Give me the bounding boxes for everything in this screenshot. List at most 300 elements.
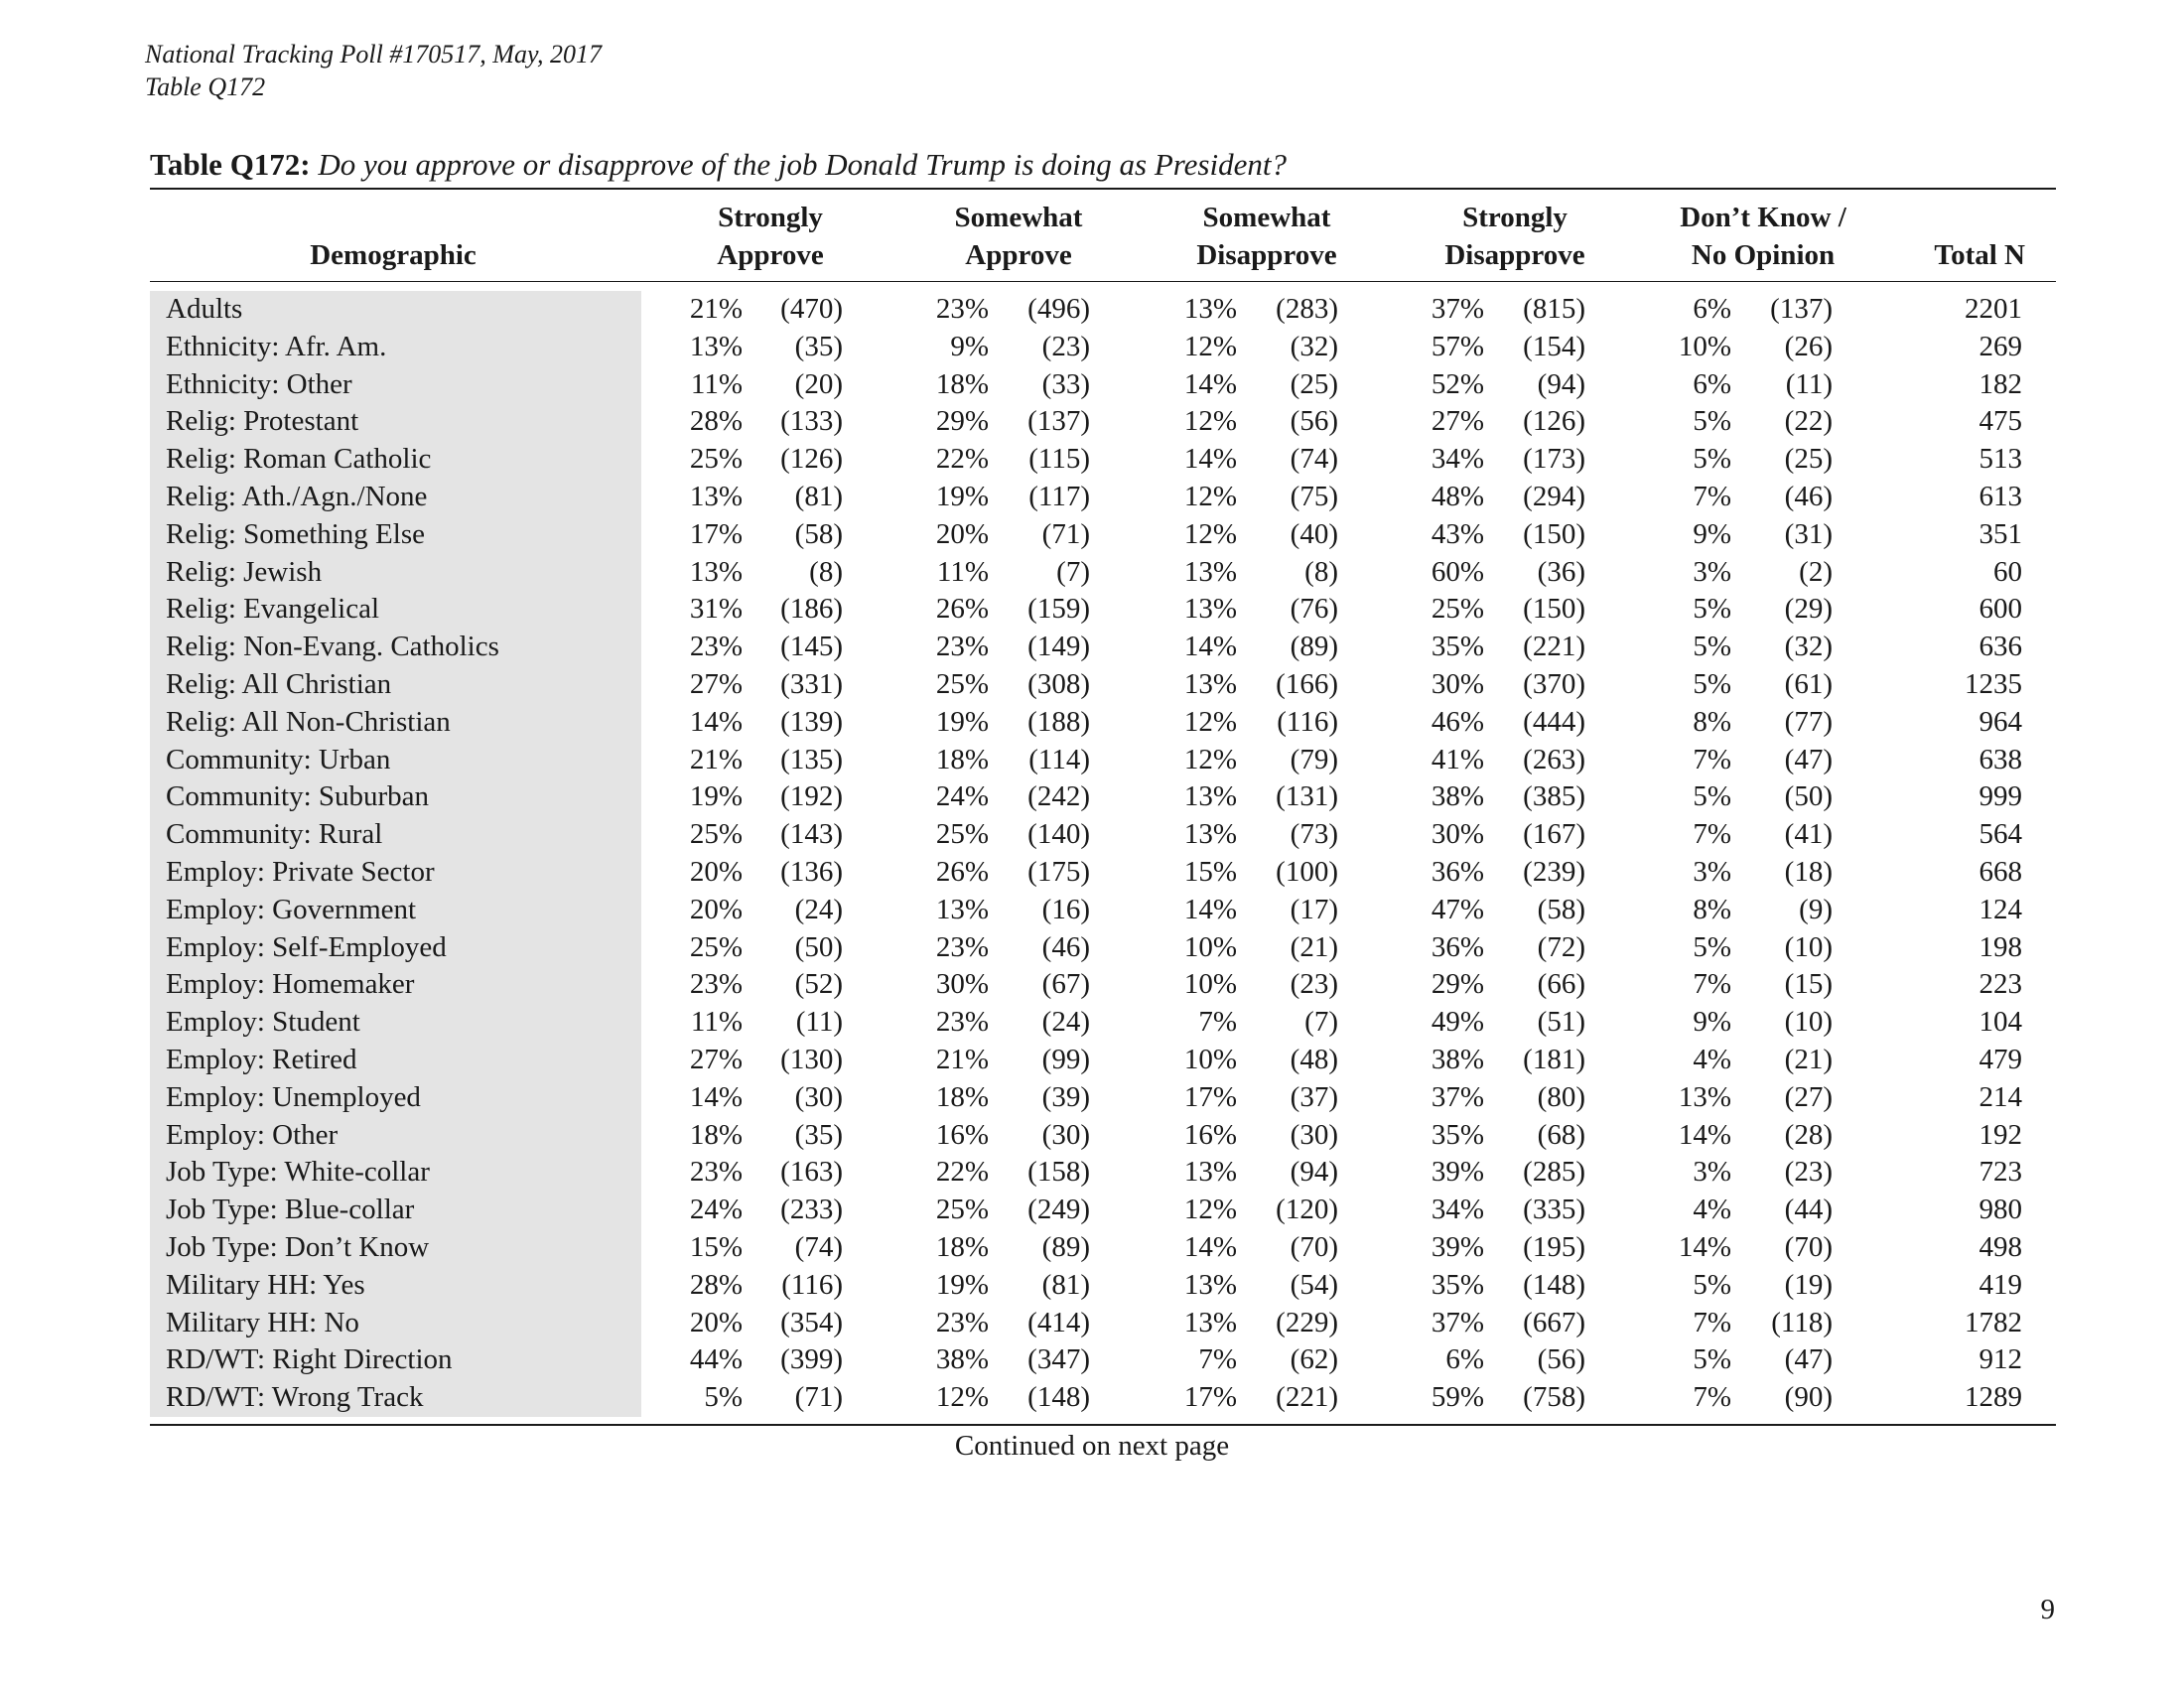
somewhat-approve-n: (39) [1041,1080,1090,1113]
table-row [150,966,2056,1004]
somewhat-approve-n: (347) [1027,1343,1090,1376]
strongly-approve-n: (233) [780,1194,843,1226]
somewhat-disapprove-n: (62) [1290,1343,1338,1376]
strongly-approve-n: (133) [780,405,843,438]
strongly-approve-n: (192) [780,780,843,813]
somewhat-approve-n: (149) [1027,631,1090,663]
dont-know-pct: 5% [1693,667,1731,700]
somewhat-approve-pct: 16% [935,1118,989,1151]
strongly-disapprove-n: (285) [1523,1156,1585,1189]
strongly-disapprove-n: (335) [1523,1194,1585,1226]
strongly-disapprove-n: (36) [1537,555,1585,588]
strongly-disapprove-pct: 38% [1431,1043,1484,1075]
dont-know-pct: 7% [1693,968,1731,1001]
somewhat-approve-pct: 18% [935,743,989,775]
total-n: 351 [1979,517,2022,550]
dont-know-n: (23) [1784,1156,1833,1189]
somewhat-approve-pct: 25% [935,1194,989,1226]
strongly-approve-n: (52) [794,968,843,1001]
strongly-approve-n: (126) [780,443,843,476]
somewhat-disapprove-n: (37) [1290,1080,1338,1113]
column-header-somewhat-approve [919,199,1118,274]
demographic-label: Relig: Protestant [166,405,359,438]
column-header-line1: Somewhat [1202,202,1331,233]
strongly-approve-pct: 13% [689,555,743,588]
column-header-line2: Disapprove [1444,239,1585,271]
strongly-disapprove-n: (72) [1537,930,1585,963]
strongly-approve-pct: 5% [704,1381,743,1414]
strongly-approve-n: (11) [795,1006,843,1039]
table-row [150,892,2056,929]
dont-know-pct: 3% [1693,1156,1731,1189]
total-n: 1289 [1965,1381,2022,1414]
somewhat-disapprove-pct: 13% [1183,667,1237,700]
dont-know-n: (19) [1784,1268,1833,1301]
demographic-label: Employ: Government [166,893,417,925]
strongly-approve-n: (135) [780,743,843,775]
table-row [150,441,2056,479]
somewhat-approve-pct: 23% [935,1006,989,1039]
strongly-disapprove-pct: 37% [1431,1306,1484,1338]
somewhat-disapprove-pct: 14% [1183,367,1237,400]
somewhat-approve-n: (496) [1027,293,1090,325]
somewhat-approve-pct: 22% [935,1156,989,1189]
table-row [150,1079,2056,1117]
somewhat-disapprove-pct: 12% [1183,705,1237,738]
somewhat-disapprove-pct: 13% [1183,593,1237,626]
somewhat-disapprove-pct: 17% [1183,1080,1237,1113]
strongly-disapprove-pct: 37% [1431,1080,1484,1113]
dont-know-pct: 4% [1693,1194,1731,1226]
column-header-line2: Approve [717,239,824,271]
strongly-approve-pct: 17% [689,517,743,550]
strongly-approve-n: (8) [809,555,843,588]
somewhat-disapprove-n: (283) [1276,293,1338,325]
somewhat-disapprove-n: (48) [1290,1043,1338,1075]
strongly-disapprove-n: (68) [1537,1118,1585,1151]
table-row [150,479,2056,516]
table-row [150,366,2056,404]
somewhat-disapprove-n: (40) [1290,517,1338,550]
strongly-disapprove-pct: 39% [1431,1156,1484,1189]
dont-know-n: (22) [1784,405,1833,438]
dont-know-pct: 7% [1693,1381,1731,1414]
column-header-line2: Demographic [310,239,477,271]
column-header-line1: Strongly [1462,202,1568,233]
strongly-approve-n: (145) [780,631,843,663]
total-n: 104 [1979,1006,2022,1039]
strongly-disapprove-pct: 35% [1431,1268,1484,1301]
dont-know-n: (44) [1784,1194,1833,1226]
dont-know-n: (25) [1784,443,1833,476]
total-n: 498 [1979,1230,2022,1263]
strongly-disapprove-n: (444) [1523,705,1585,738]
strongly-disapprove-pct: 49% [1431,1006,1484,1039]
somewhat-approve-n: (175) [1027,855,1090,888]
somewhat-approve-n: (188) [1027,705,1090,738]
strongly-disapprove-pct: 59% [1431,1381,1484,1414]
strongly-approve-pct: 44% [689,1343,743,1376]
strongly-disapprove-n: (150) [1523,593,1585,626]
somewhat-disapprove-pct: 14% [1183,631,1237,663]
somewhat-approve-pct: 9% [950,330,989,362]
somewhat-approve-pct: 22% [935,443,989,476]
strongly-disapprove-pct: 60% [1431,555,1484,588]
demographic-label: Community: Urban [166,743,391,775]
strongly-approve-pct: 13% [689,330,743,362]
somewhat-disapprove-pct: 15% [1183,855,1237,888]
dont-know-pct: 10% [1678,330,1731,362]
table-row [150,666,2056,704]
demographic-label: Relig: Roman Catholic [166,443,432,476]
somewhat-disapprove-n: (229) [1276,1306,1338,1338]
table-row [150,554,2056,592]
table-body [150,291,2056,1417]
somewhat-approve-pct: 26% [935,855,989,888]
demographic-label: Employ: Retired [166,1043,357,1075]
dont-know-pct: 3% [1693,555,1731,588]
somewhat-disapprove-pct: 17% [1183,1381,1237,1414]
somewhat-approve-n: (414) [1027,1306,1090,1338]
somewhat-approve-n: (115) [1028,443,1090,476]
demographic-label: Employ: Unemployed [166,1080,421,1113]
dont-know-n: (41) [1784,818,1833,851]
strongly-approve-n: (35) [794,330,843,362]
demographic-label: Relig: Ath./Agn./None [166,480,428,512]
strongly-disapprove-n: (385) [1523,780,1585,813]
total-n: 723 [1979,1156,2022,1189]
strongly-disapprove-n: (181) [1523,1043,1585,1075]
strongly-approve-pct: 11% [690,367,743,400]
dont-know-pct: 5% [1693,405,1731,438]
dont-know-pct: 7% [1693,480,1731,512]
strongly-approve-pct: 19% [689,780,743,813]
somewhat-disapprove-pct: 16% [1183,1118,1237,1151]
dont-know-pct: 5% [1693,930,1731,963]
column-header-total-n [1856,199,2025,274]
demographic-label: Relig: All Non-Christian [166,705,451,738]
dont-know-n: (47) [1784,1343,1833,1376]
strongly-approve-n: (136) [780,855,843,888]
strongly-approve-pct: 23% [689,631,743,663]
somewhat-approve-pct: 25% [935,667,989,700]
table-row [150,704,2056,742]
somewhat-approve-pct: 20% [935,517,989,550]
column-header-line2: Approve [965,239,1072,271]
strongly-approve-n: (186) [780,593,843,626]
strongly-disapprove-pct: 38% [1431,780,1484,813]
dont-know-pct: 14% [1678,1118,1731,1151]
strongly-approve-pct: 25% [689,443,743,476]
strongly-approve-n: (354) [780,1306,843,1338]
total-n: 269 [1979,330,2022,362]
strongly-approve-pct: 20% [689,1306,743,1338]
demographic-label: Community: Suburban [166,780,430,813]
somewhat-approve-n: (16) [1041,893,1090,925]
somewhat-approve-pct: 24% [935,780,989,813]
somewhat-disapprove-pct: 12% [1183,517,1237,550]
table-title [150,147,1287,183]
strongly-approve-pct: 13% [689,480,743,512]
strongly-approve-pct: 28% [689,405,743,438]
column-header-strongly-approve [671,199,870,274]
table-row [150,403,2056,441]
somewhat-approve-n: (71) [1041,517,1090,550]
total-n: 1782 [1965,1306,2022,1338]
strongly-disapprove-n: (667) [1523,1306,1585,1338]
strongly-approve-pct: 15% [689,1230,743,1263]
somewhat-approve-pct: 30% [935,968,989,1001]
total-n: 182 [1979,367,2022,400]
somewhat-disapprove-pct: 12% [1183,480,1237,512]
demographic-label: Employ: Student [166,1006,360,1039]
somewhat-disapprove-n: (56) [1290,405,1338,438]
somewhat-approve-n: (158) [1027,1156,1090,1189]
dont-know-n: (118) [1771,1306,1833,1338]
somewhat-approve-n: (46) [1041,930,1090,963]
table-reference: Table Q172 [145,72,266,101]
strongly-approve-pct: 11% [690,1006,743,1039]
somewhat-disapprove-pct: 10% [1183,968,1237,1001]
dont-know-n: (46) [1784,480,1833,512]
dont-know-pct: 7% [1693,743,1731,775]
somewhat-disapprove-n: (17) [1290,893,1338,925]
somewhat-approve-pct: 18% [935,1080,989,1113]
table-row [150,629,2056,666]
strongly-disapprove-n: (758) [1523,1381,1585,1414]
somewhat-disapprove-pct: 13% [1183,818,1237,851]
demographic-label: Ethnicity: Afr. Am. [166,330,387,362]
demographic-label: Relig: Jewish [166,555,323,588]
somewhat-approve-pct: 26% [935,593,989,626]
somewhat-approve-pct: 18% [935,367,989,400]
dont-know-pct: 5% [1693,780,1731,813]
somewhat-disapprove-n: (73) [1290,818,1338,851]
demographic-label: Relig: Something Else [166,517,425,550]
dont-know-n: (32) [1784,631,1833,663]
strongly-disapprove-pct: 57% [1431,330,1484,362]
column-header-dont-know [1664,199,1862,274]
strongly-approve-pct: 21% [689,293,743,325]
table-row [150,291,2056,329]
strongly-disapprove-pct: 30% [1431,667,1484,700]
table-row [150,591,2056,629]
demographic-label: Employ: Private Sector [166,855,435,888]
somewhat-disapprove-pct: 13% [1183,555,1237,588]
somewhat-approve-pct: 19% [935,705,989,738]
dont-know-pct: 5% [1693,631,1731,663]
dont-know-n: (61) [1784,667,1833,700]
somewhat-disapprove-n: (166) [1276,667,1338,700]
somewhat-disapprove-pct: 7% [1198,1343,1237,1376]
table-row [150,854,2056,892]
strongly-disapprove-n: (263) [1523,743,1585,775]
somewhat-disapprove-n: (25) [1290,367,1338,400]
dont-know-n: (90) [1784,1381,1833,1414]
table-row [150,816,2056,854]
somewhat-disapprove-n: (21) [1290,930,1338,963]
strongly-approve-n: (331) [780,667,843,700]
somewhat-approve-pct: 12% [935,1381,989,1414]
strongly-disapprove-n: (66) [1537,968,1585,1001]
strongly-disapprove-n: (815) [1523,293,1585,325]
column-header-line1 [244,199,542,236]
strongly-approve-pct: 28% [689,1268,743,1301]
dont-know-n: (10) [1784,1006,1833,1039]
somewhat-approve-n: (308) [1027,667,1090,700]
strongly-approve-pct: 18% [689,1118,743,1151]
demographic-label: RD/WT: Right Direction [166,1343,453,1376]
strongly-approve-pct: 14% [689,705,743,738]
somewhat-disapprove-n: (54) [1290,1268,1338,1301]
somewhat-disapprove-n: (89) [1290,631,1338,663]
somewhat-disapprove-n: (70) [1290,1230,1338,1263]
strongly-approve-n: (50) [794,930,843,963]
dont-know-pct: 9% [1693,517,1731,550]
top-rule [150,188,2056,190]
somewhat-disapprove-pct: 13% [1183,1156,1237,1189]
somewhat-approve-pct: 23% [935,930,989,963]
dont-know-n: (26) [1784,330,1833,362]
dont-know-n: (50) [1784,780,1833,813]
strongly-approve-pct: 23% [689,1156,743,1189]
somewhat-approve-n: (24) [1041,1006,1090,1039]
somewhat-disapprove-n: (30) [1290,1118,1338,1151]
somewhat-disapprove-pct: 12% [1183,330,1237,362]
somewhat-disapprove-n: (76) [1290,593,1338,626]
demographic-label: Adults [166,293,243,325]
dont-know-n: (9) [1799,893,1833,925]
strongly-disapprove-pct: 37% [1431,293,1484,325]
dont-know-n: (47) [1784,743,1833,775]
strongly-approve-pct: 20% [689,855,743,888]
somewhat-disapprove-pct: 14% [1183,443,1237,476]
table-row [150,778,2056,816]
table-row [150,1305,2056,1342]
column-header-line2: Total N [1934,239,2025,271]
total-n: 2201 [1965,293,2022,325]
strongly-disapprove-n: (154) [1523,330,1585,362]
strongly-disapprove-pct: 34% [1431,1194,1484,1226]
strongly-approve-n: (143) [780,818,843,851]
somewhat-approve-n: (99) [1041,1043,1090,1075]
strongly-disapprove-n: (148) [1523,1268,1585,1301]
somewhat-approve-n: (159) [1027,593,1090,626]
strongly-approve-n: (130) [780,1043,843,1075]
somewhat-disapprove-n: (100) [1276,855,1338,888]
strongly-disapprove-pct: 27% [1431,405,1484,438]
somewhat-disapprove-pct: 10% [1183,1043,1237,1075]
dont-know-n: (77) [1784,705,1833,738]
dont-know-pct: 5% [1693,443,1731,476]
column-header-strongly-disapprove [1416,199,1614,274]
total-n: 475 [1979,405,2022,438]
strongly-approve-n: (35) [794,1118,843,1151]
table-row [150,1042,2056,1079]
dont-know-n: (31) [1784,517,1833,550]
table-row [150,742,2056,779]
strongly-approve-pct: 21% [689,743,743,775]
page-number: 9 [2040,1594,2055,1625]
demographic-label: Military HH: No [166,1306,359,1338]
somewhat-disapprove-n: (120) [1276,1194,1338,1226]
strongly-disapprove-pct: 52% [1431,367,1484,400]
column-header-line1: Don’t Know / [1680,202,1846,233]
column-header-line1 [1856,199,2025,236]
somewhat-disapprove-pct: 13% [1183,293,1237,325]
strongly-disapprove-pct: 6% [1445,1343,1484,1376]
total-n: 564 [1979,818,2022,851]
dont-know-n: (2) [1799,555,1833,588]
dont-know-pct: 4% [1693,1043,1731,1075]
total-n: 912 [1979,1343,2022,1376]
somewhat-approve-pct: 38% [935,1343,989,1376]
somewhat-disapprove-n: (94) [1290,1156,1338,1189]
strongly-disapprove-n: (167) [1523,818,1585,851]
dont-know-pct: 5% [1693,1343,1731,1376]
dont-know-pct: 6% [1693,293,1731,325]
strongly-disapprove-n: (370) [1523,667,1585,700]
somewhat-disapprove-pct: 13% [1183,780,1237,813]
total-n: 60 [1993,555,2022,588]
strongly-disapprove-n: (239) [1523,855,1585,888]
somewhat-disapprove-pct: 12% [1183,405,1237,438]
somewhat-approve-n: (33) [1041,367,1090,400]
demographic-label: Ethnicity: Other [166,367,352,400]
dont-know-pct: 7% [1693,818,1731,851]
strongly-approve-pct: 20% [689,893,743,925]
dont-know-pct: 13% [1678,1080,1731,1113]
somewhat-approve-n: (30) [1041,1118,1090,1151]
somewhat-disapprove-n: (23) [1290,968,1338,1001]
demographic-label: Job Type: Blue-collar [166,1194,415,1226]
somewhat-disapprove-n: (221) [1276,1381,1338,1414]
dont-know-n: (29) [1784,593,1833,626]
table-row [150,929,2056,967]
somewhat-approve-pct: 11% [936,555,989,588]
total-n: 124 [1979,893,2022,925]
somewhat-disapprove-n: (7) [1304,1006,1338,1039]
table-row [150,1229,2056,1267]
demographic-label: Relig: Non-Evang. Catholics [166,631,499,663]
strongly-disapprove-n: (294) [1523,480,1585,512]
table-title-label: Table Q172: [150,147,311,182]
somewhat-approve-pct: 19% [935,1268,989,1301]
somewhat-disapprove-pct: 7% [1198,1006,1237,1039]
demographic-label: Job Type: White-collar [166,1156,430,1189]
somewhat-disapprove-n: (8) [1304,555,1338,588]
strongly-disapprove-pct: 25% [1431,593,1484,626]
poll-header [145,38,602,103]
dont-know-pct: 9% [1693,1006,1731,1039]
dont-know-n: (27) [1784,1080,1833,1113]
somewhat-approve-pct: 18% [935,1230,989,1263]
strongly-disapprove-n: (126) [1523,405,1585,438]
column-header-line1: Somewhat [954,202,1083,233]
somewhat-approve-n: (148) [1027,1381,1090,1414]
strongly-approve-pct: 27% [689,1043,743,1075]
table-row [150,1267,2056,1305]
strongly-disapprove-pct: 35% [1431,631,1484,663]
dont-know-pct: 3% [1693,855,1731,888]
strongly-disapprove-pct: 43% [1431,517,1484,550]
strongly-disapprove-n: (150) [1523,517,1585,550]
column-header-line1: Strongly [718,202,823,233]
somewhat-approve-pct: 23% [935,631,989,663]
somewhat-approve-n: (137) [1027,405,1090,438]
strongly-disapprove-n: (58) [1537,893,1585,925]
demographic-label: Military HH: Yes [166,1268,365,1301]
